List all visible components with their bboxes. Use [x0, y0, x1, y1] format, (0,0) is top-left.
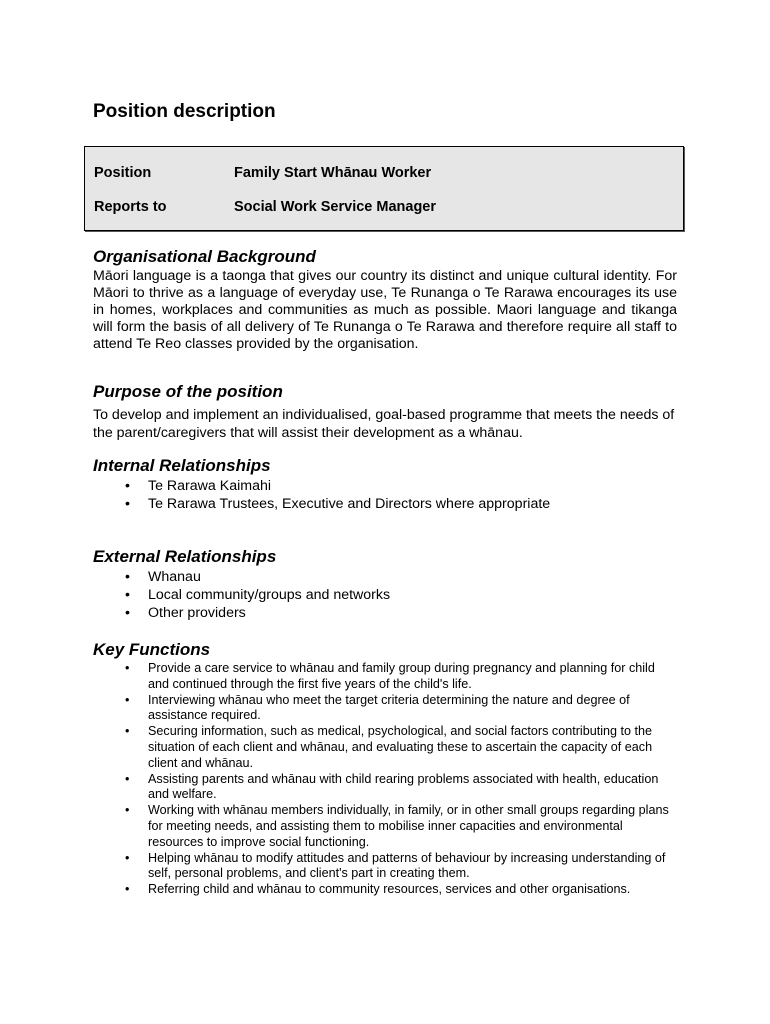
- page-title: Position description: [93, 101, 276, 122]
- list-item: • Te Rarawa Trustees, Executive and Directors where appropriate: [93, 495, 677, 513]
- list-item: • Whanau: [93, 568, 677, 586]
- list-item: • Other providers: [93, 604, 677, 622]
- list-item: • Interviewing whānau who meet the target criteria determining the nature and degree of assistance required.: [93, 693, 677, 725]
- position-info-box: [84, 146, 684, 231]
- purpose-heading: Purpose of the position: [93, 382, 283, 401]
- internal-relationships-heading: Internal Relationships: [93, 456, 271, 475]
- organisational-background-heading: Organisational Background: [93, 247, 316, 266]
- list-item: • Assisting parents and whānau with child rearing problems associated with health, education and welfare.: [93, 772, 677, 804]
- reports-to-value: Social Work Service Manager: [234, 199, 437, 215]
- internal-relationships-list: [93, 477, 677, 513]
- list-item: • Provide a care service to whānau and family group during pregnancy and planning for child and continued through the first five years of the child's life.: [93, 661, 677, 693]
- position-label: Position: [94, 165, 152, 181]
- position-value: Family Start Whānau Worker: [234, 165, 432, 181]
- reports-to-label: Reports to: [94, 199, 167, 215]
- organisational-background-text: Māori language is a taonga that gives our country its distinct and unique cultural identity. For Māori to thrive as a language of everyday use, Te Runanga o Te Rarawa encourages its use in homes, workplaces and communities as much as possible. Maori language and tikanga will form the basis of all delivery of Te Runanga o Te Rarawa and therefore require all staff to attend Te Reo classes provided by the organisation.: [93, 268, 677, 352]
- key-functions-heading: Key Functions: [93, 640, 211, 659]
- list-item: • Te Rarawa Kaimahi: [93, 477, 677, 495]
- list-item: • Helping whānau to modify attitudes and patterns of behaviour by increasing understanding of self, personal problems, and client's part in creating them.: [93, 851, 677, 883]
- purpose-text: To develop and implement an individualised, goal-based programme that meets the needs of the parent/caregivers that will assist their development as a whānau.: [93, 407, 675, 441]
- external-relationships-heading: External Relationships: [93, 547, 277, 566]
- list-item: • Working with whānau members individually, in family, or in other small groups regarding plans for meeting needs, and assisting them to mobilise inner capacities and environmental resources to improve social functioning.: [93, 803, 677, 850]
- list-item: • Local community/groups and networks: [93, 586, 677, 604]
- key-functions-list: [93, 661, 677, 898]
- list-item: • Referring child and whānau to community resources, services and other organisations.: [93, 882, 677, 898]
- external-relationships-list: [93, 568, 677, 622]
- list-item: • Securing information, such as medical, psychological, and social factors contributing to the situation of each client and whānau, and evaluating these to ascertain the capacity of each client and whānau.: [93, 724, 677, 771]
